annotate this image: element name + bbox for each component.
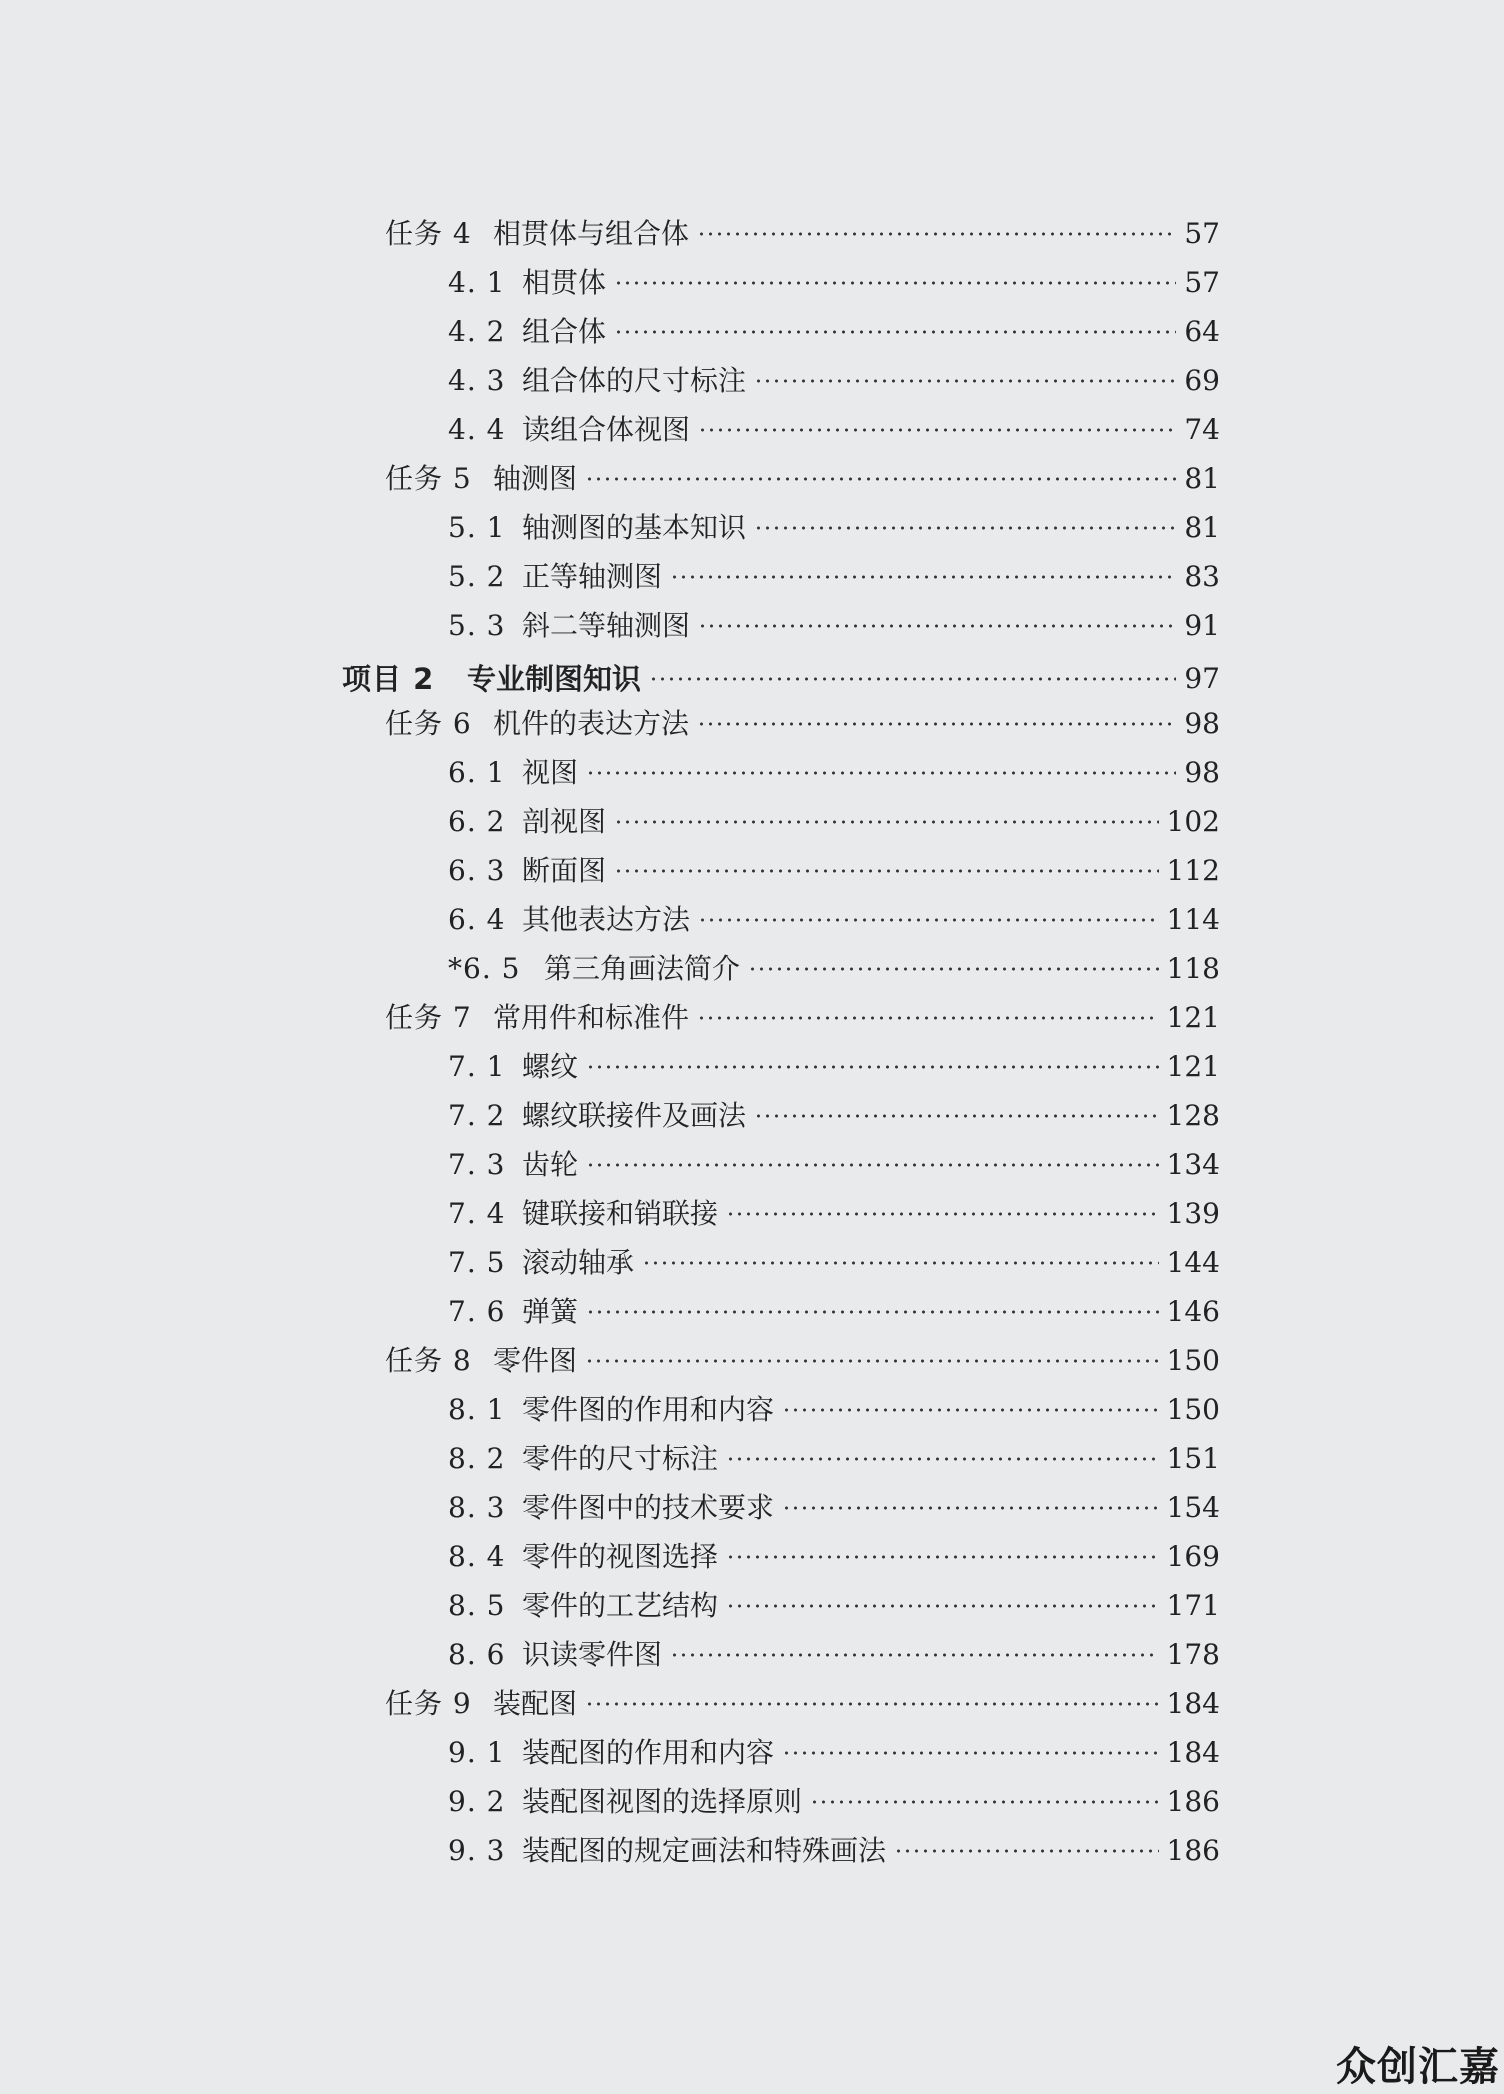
toc-dot-leader <box>586 1163 1159 1167</box>
toc-entry-number: 任务 6 <box>385 707 472 740</box>
toc-section-entry[interactable] <box>448 1294 1220 1330</box>
toc-entry-title: 键联接和销联接 <box>522 1197 719 1230</box>
toc-section-entry[interactable] <box>448 1833 1220 1869</box>
toc-entry-page-number: 186 <box>1166 1785 1220 1818</box>
toc-entry-number: 5. 1 <box>448 511 506 544</box>
toc-dot-leader <box>697 722 1176 726</box>
toc-entry-number: 7. 3 <box>448 1148 506 1181</box>
toc-section-entry[interactable] <box>448 314 1220 350</box>
toc-entry-title: 轴测图的基本知识 <box>522 511 747 544</box>
toc-entry-number: 8. 6 <box>448 1638 506 1671</box>
toc-entry-title: 零件图的作用和内容 <box>522 1393 775 1426</box>
toc-chapter-entry[interactable] <box>342 661 1220 697</box>
toc-task-entry[interactable] <box>385 216 1220 252</box>
toc-entry-page-number: 57 <box>1184 217 1220 250</box>
toc-entry-number: 6. 2 <box>448 805 506 838</box>
toc-section-entry[interactable] <box>448 1049 1220 1085</box>
toc-entry-title: 组合体的尺寸标注 <box>522 364 747 397</box>
toc-entry-page-number: 57 <box>1184 266 1220 299</box>
toc-dot-leader <box>754 1114 1159 1118</box>
toc-entry-title: 零件的尺寸标注 <box>522 1442 719 1475</box>
toc-entry-page-number: 128 <box>1166 1099 1220 1132</box>
toc-entry-title: 机件的表达方法 <box>493 707 690 740</box>
toc-entry-page-number: 154 <box>1166 1491 1220 1524</box>
toc-dot-leader <box>782 1506 1159 1510</box>
toc-section-entry[interactable] <box>448 363 1220 399</box>
toc-entry-number: 任务 7 <box>385 1001 472 1034</box>
toc-entry-number: 4. 1 <box>448 266 506 299</box>
toc-entry-title: 相贯体 <box>522 266 607 299</box>
toc-section-entry[interactable] <box>448 1098 1220 1134</box>
toc-dot-leader <box>586 771 1176 775</box>
toc-entry-page-number: 112 <box>1166 854 1220 887</box>
toc-dot-leader <box>586 1065 1159 1069</box>
toc-entry-title: 装配图 <box>493 1687 578 1720</box>
toc-entry-title: 组合体 <box>522 315 607 348</box>
toc-entry-number: 7. 4 <box>448 1197 506 1230</box>
toc-entry-page-number: 102 <box>1166 805 1220 838</box>
toc-section-entry[interactable] <box>448 265 1220 301</box>
toc-entry-number: 6. 1 <box>448 756 506 789</box>
toc-dot-leader <box>782 1751 1159 1755</box>
toc-entry-page-number: 81 <box>1184 462 1220 495</box>
toc-section-entry[interactable] <box>448 1539 1220 1575</box>
toc-entry-number: 8. 5 <box>448 1589 506 1622</box>
toc-task-entry[interactable] <box>385 1343 1220 1379</box>
toc-entry-title: 斜二等轴测图 <box>522 609 691 642</box>
toc-entry-number: 4. 4 <box>448 413 506 446</box>
toc-entry-number: *6. 5 <box>448 952 521 985</box>
toc-dot-leader <box>585 477 1176 481</box>
toc-dot-leader <box>614 330 1176 334</box>
toc-entry-number: 6. 4 <box>448 903 506 936</box>
toc-dot-leader <box>614 281 1176 285</box>
toc-dot-leader <box>726 1457 1159 1461</box>
toc-entry-page-number: 186 <box>1166 1834 1220 1867</box>
toc-dot-leader <box>754 379 1176 383</box>
toc-entry-number: 7. 1 <box>448 1050 506 1083</box>
toc-entry-page-number: 97 <box>1184 662 1220 695</box>
toc-section-entry[interactable] <box>448 1784 1220 1820</box>
toc-entry-number: 7. 2 <box>448 1099 506 1132</box>
toc-entry-page-number: 69 <box>1184 364 1220 397</box>
toc-entry-page-number: 150 <box>1166 1344 1220 1377</box>
toc-dot-leader <box>670 1653 1159 1657</box>
toc-entry-title: 零件的工艺结构 <box>522 1589 719 1622</box>
watermark-logo: 众创汇嘉 <box>1336 2044 1500 2090</box>
toc-entry-page-number: 114 <box>1166 903 1220 936</box>
toc-entry-title: 专业制图知识 <box>467 662 642 696</box>
toc-task-entry[interactable] <box>385 706 1220 742</box>
toc-entry-page-number: 184 <box>1166 1736 1220 1769</box>
toc-entry-number: 8. 4 <box>448 1540 506 1573</box>
toc-dot-leader <box>697 1016 1159 1020</box>
toc-section-entry[interactable] <box>448 755 1220 791</box>
toc-entry-page-number: 121 <box>1166 1001 1220 1034</box>
toc-entry-title: 第三角画法简介 <box>544 952 741 985</box>
toc-entry-title: 视图 <box>522 756 579 789</box>
toc-dot-leader <box>698 918 1159 922</box>
toc-entry-page-number: 144 <box>1166 1246 1220 1279</box>
toc-section-entry[interactable] <box>448 1490 1220 1526</box>
toc-entry-title: 其他表达方法 <box>522 903 691 936</box>
toc-entry-title: 读组合体视图 <box>522 413 691 446</box>
toc-entry-page-number: 98 <box>1184 707 1220 740</box>
toc-entry-page-number: 178 <box>1166 1638 1220 1671</box>
toc-dot-leader <box>726 1604 1159 1608</box>
toc-section-entry[interactable] <box>448 853 1220 889</box>
toc-entry-page-number: 171 <box>1166 1589 1220 1622</box>
toc-entry-page-number: 151 <box>1166 1442 1220 1475</box>
toc-dot-leader <box>642 1261 1159 1265</box>
toc-entry-page-number: 184 <box>1166 1687 1220 1720</box>
toc-entry-page-number: 81 <box>1184 511 1220 544</box>
toc-entry-title: 零件的视图选择 <box>522 1540 719 1573</box>
toc-entry-title: 装配图的规定画法和特殊画法 <box>522 1834 887 1867</box>
toc-entry-number: 任务 5 <box>385 462 472 495</box>
toc-entry-number: 8. 2 <box>448 1442 506 1475</box>
toc-entry-page-number: 146 <box>1166 1295 1220 1328</box>
toc-entry-number: 任务 8 <box>385 1344 472 1377</box>
toc-section-entry[interactable] <box>448 1245 1220 1281</box>
toc-dot-leader <box>586 1310 1159 1314</box>
toc-entry-page-number: 98 <box>1184 756 1220 789</box>
toc-entry-title: 装配图视图的选择原则 <box>522 1785 803 1818</box>
toc-entry-title: 剖视图 <box>522 805 607 838</box>
toc-dot-leader <box>748 967 1159 971</box>
toc-entry-number: 4. 2 <box>448 315 506 348</box>
toc-dot-leader <box>726 1555 1159 1559</box>
toc-dot-leader <box>585 1702 1159 1706</box>
toc-dot-leader <box>782 1408 1159 1412</box>
toc-section-entry[interactable] <box>448 608 1220 644</box>
toc-entry-number: 5. 2 <box>448 560 506 593</box>
toc-entry-page-number: 150 <box>1166 1393 1220 1426</box>
toc-section-entry[interactable] <box>448 510 1220 546</box>
toc-entry-page-number: 134 <box>1166 1148 1220 1181</box>
toc-section-entry[interactable] <box>448 1441 1220 1477</box>
toc-entry-title: 轴测图 <box>493 462 578 495</box>
toc-entry-title: 零件图 <box>493 1344 578 1377</box>
toc-entry-page-number: 121 <box>1166 1050 1220 1083</box>
toc-entry-title: 常用件和标准件 <box>493 1001 690 1034</box>
toc-dot-leader <box>697 232 1176 236</box>
toc-entry-title: 识读零件图 <box>522 1638 663 1671</box>
toc-entry-title: 弹簧 <box>522 1295 579 1328</box>
toc-dot-leader <box>726 1212 1159 1216</box>
toc-entry-number: 项目 2 <box>342 662 435 696</box>
toc-entry-title: 零件图中的技术要求 <box>522 1491 775 1524</box>
toc-entry-title: 螺纹联接件及画法 <box>522 1099 747 1132</box>
toc-entry-number: 9. 2 <box>448 1785 506 1818</box>
toc-entry-number: 8. 3 <box>448 1491 506 1524</box>
toc-entry-title: 相贯体与组合体 <box>493 217 690 250</box>
toc-dot-leader <box>698 428 1176 432</box>
toc-entry-title: 齿轮 <box>522 1148 579 1181</box>
toc-task-entry[interactable] <box>385 1000 1220 1036</box>
toc-dot-leader <box>585 1359 1159 1363</box>
toc-entry-title: 滚动轴承 <box>522 1246 635 1279</box>
toc-section-entry[interactable] <box>448 1735 1220 1771</box>
toc-entry-number: 任务 4 <box>385 217 472 250</box>
toc-section-entry[interactable] <box>448 951 1220 987</box>
toc-entry-number: 7. 6 <box>448 1295 506 1328</box>
toc-entry-page-number: 139 <box>1166 1197 1220 1230</box>
toc-entry-number: 8. 1 <box>448 1393 506 1426</box>
toc-dot-leader <box>894 1849 1159 1853</box>
toc-dot-leader <box>810 1800 1159 1804</box>
toc-dot-leader <box>614 820 1159 824</box>
toc-dot-leader <box>698 624 1176 628</box>
toc-entry-page-number: 118 <box>1166 952 1220 985</box>
toc-dot-leader <box>649 677 1176 681</box>
toc-entry-number: 6. 3 <box>448 854 506 887</box>
toc-entry-title: 螺纹 <box>522 1050 579 1083</box>
toc-entry-number: 9. 3 <box>448 1834 506 1867</box>
toc-section-entry[interactable] <box>448 1147 1220 1183</box>
toc-task-entry[interactable] <box>385 461 1220 497</box>
toc-task-entry[interactable] <box>385 1686 1220 1722</box>
toc-section-entry[interactable] <box>448 1588 1220 1624</box>
toc-dot-leader <box>614 869 1159 873</box>
toc-entry-number: 7. 5 <box>448 1246 506 1279</box>
toc-dot-leader <box>754 526 1176 530</box>
toc-entry-page-number: 83 <box>1184 560 1220 593</box>
toc-dot-leader <box>670 575 1176 579</box>
toc-entry-title: 断面图 <box>522 854 607 887</box>
toc-entry-number: 4. 3 <box>448 364 506 397</box>
toc-section-entry[interactable] <box>448 902 1220 938</box>
toc-entry-page-number: 64 <box>1184 315 1220 348</box>
toc-section-entry[interactable] <box>448 412 1220 448</box>
toc-entry-number: 9. 1 <box>448 1736 506 1769</box>
toc-entry-page-number: 74 <box>1184 413 1220 446</box>
toc-entry-title: 装配图的作用和内容 <box>522 1736 775 1769</box>
toc-entry-page-number: 169 <box>1166 1540 1220 1573</box>
toc-entry-number: 任务 9 <box>385 1687 472 1720</box>
toc-section-entry[interactable] <box>448 1392 1220 1428</box>
toc-section-entry[interactable] <box>448 804 1220 840</box>
toc-section-entry[interactable] <box>448 1196 1220 1232</box>
toc-entry-number: 5. 3 <box>448 609 506 642</box>
toc-section-entry[interactable] <box>448 1637 1220 1673</box>
toc-section-entry[interactable] <box>448 559 1220 595</box>
toc-entry-title: 正等轴测图 <box>522 560 663 593</box>
toc-entry-page-number: 91 <box>1184 609 1220 642</box>
